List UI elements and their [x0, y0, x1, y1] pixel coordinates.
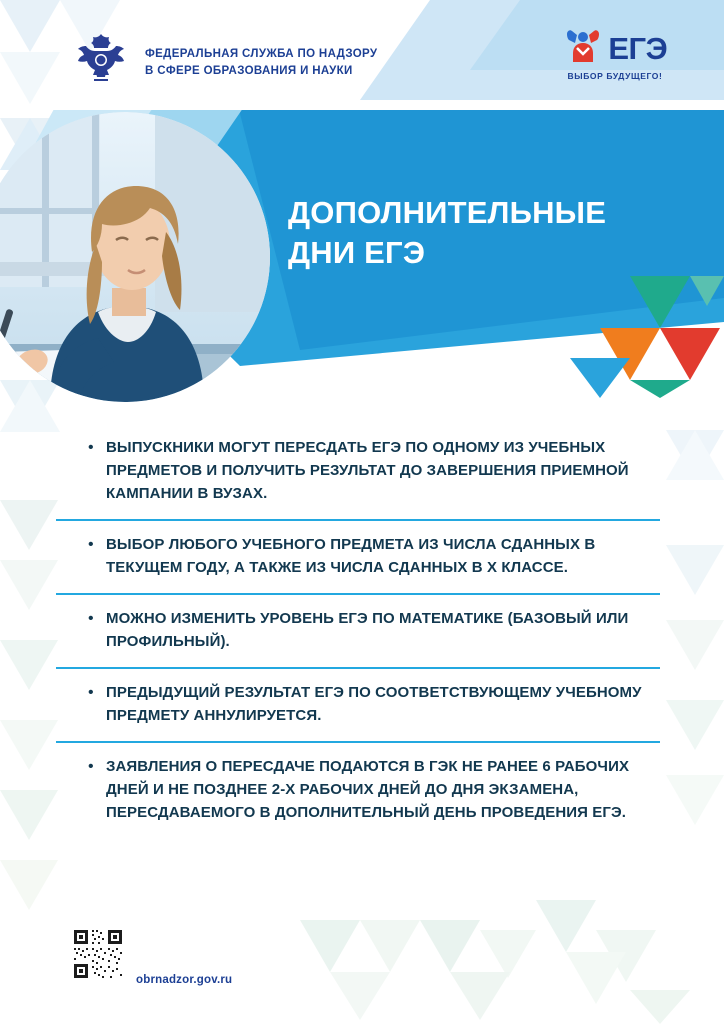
agency-name-line1: ФЕДЕРАЛЬНАЯ СЛУЖБА ПО НАДЗОРУ — [145, 48, 378, 60]
list-item-text: ВЫБОР ЛЮБОГО УЧЕБНОГО ПРЕДМЕТА ИЗ ЧИСЛА СДАННЫХ В ТЕКУЩЕМ ГОДУ, А ТАКЖЕ ИЗ ЧИСЛА СДАННЫХ В Х КЛАССЕ. — [106, 536, 596, 576]
list-item-text: МОЖНО ИЗМЕНИТЬ УРОВЕНЬ ЕГЭ ПО МАТЕМАТИКЕ (БАЗОВЫЙ ИЛИ ПРОФИЛЬНЫЙ). — [106, 610, 629, 650]
website-link[interactable]: obrnadzor.gov.ru — [136, 974, 233, 986]
page-title-line1: ДОПОЛНИТЕЛЬНЫЕ — [288, 195, 607, 230]
qr-code-icon[interactable] — [72, 928, 124, 980]
ege-logo-slogan: ВЫБОР БУДУЩЕГО! — [567, 71, 663, 81]
list-item — [0, 743, 724, 838]
bullet-marker: • — [88, 758, 94, 775]
ege-logo-text: ЕГЭ — [608, 30, 668, 66]
poster-footer — [0, 904, 724, 1024]
bullet-marker: • — [88, 684, 94, 701]
list-item — [0, 424, 724, 519]
bullet-marker: • — [88, 536, 94, 553]
list-item-text: ВЫПУСКНИКИ МОГУТ ПЕРЕСДАТЬ ЕГЭ ПО ОДНОМУ ИЗ УЧЕБНЫХ ПРЕДМЕТОВ И ПОЛУЧИТЬ РЕЗУЛЬТАТ ДО ЗАВЕРШЕНИЯ ПРИЕМНОЙ КАМПАНИИ В ВУЗАХ. — [106, 439, 629, 502]
ege-people-icon — [563, 28, 603, 69]
agency-name-line2: В СФЕРЕ ОБРАЗОВАНИЯ И НАУКИ — [145, 65, 353, 77]
agency-name — [145, 46, 377, 80]
page-title-line2: ДНИ ЕГЭ — [288, 235, 426, 270]
list-item — [0, 595, 724, 667]
list-item-text: ПРЕДЫДУЩИЙ РЕЗУЛЬТАТ ЕГЭ ПО СООТВЕТСТВУЮЩЕМУ УЧЕБНОМУ ПРЕДМЕТУ АННУЛИРУЕТСЯ. — [106, 684, 642, 724]
bullet-marker: • — [88, 610, 94, 627]
bullet-marker: • — [88, 439, 94, 456]
page-title — [288, 193, 688, 273]
list-item — [0, 669, 724, 741]
hero-band — [0, 98, 724, 398]
ege-logo — [550, 28, 680, 81]
poster-header — [0, 0, 724, 110]
list-item-text: ЗАЯВЛЕНИЯ О ПЕРЕСДАЧЕ ПОДАЮТСЯ В ГЭК НЕ РАНЕЕ 6 РАБОЧИХ ДНЕЙ И НЕ ПОЗДНЕЕ 2-Х РАБОЧИХ ДНЕЙ ДО ДНЯ ЭКЗАМЕНА, ПЕРЕСДАВАЕМОГО В ДОПОЛНИТЕЛЬНЫЙ ДЕНЬ ПРОВЕДЕНИЯ ЕГЭ. — [106, 758, 630, 821]
list-item — [0, 521, 724, 593]
double-headed-eagle-emblem-icon — [72, 30, 130, 88]
bullet-list — [0, 424, 724, 838]
